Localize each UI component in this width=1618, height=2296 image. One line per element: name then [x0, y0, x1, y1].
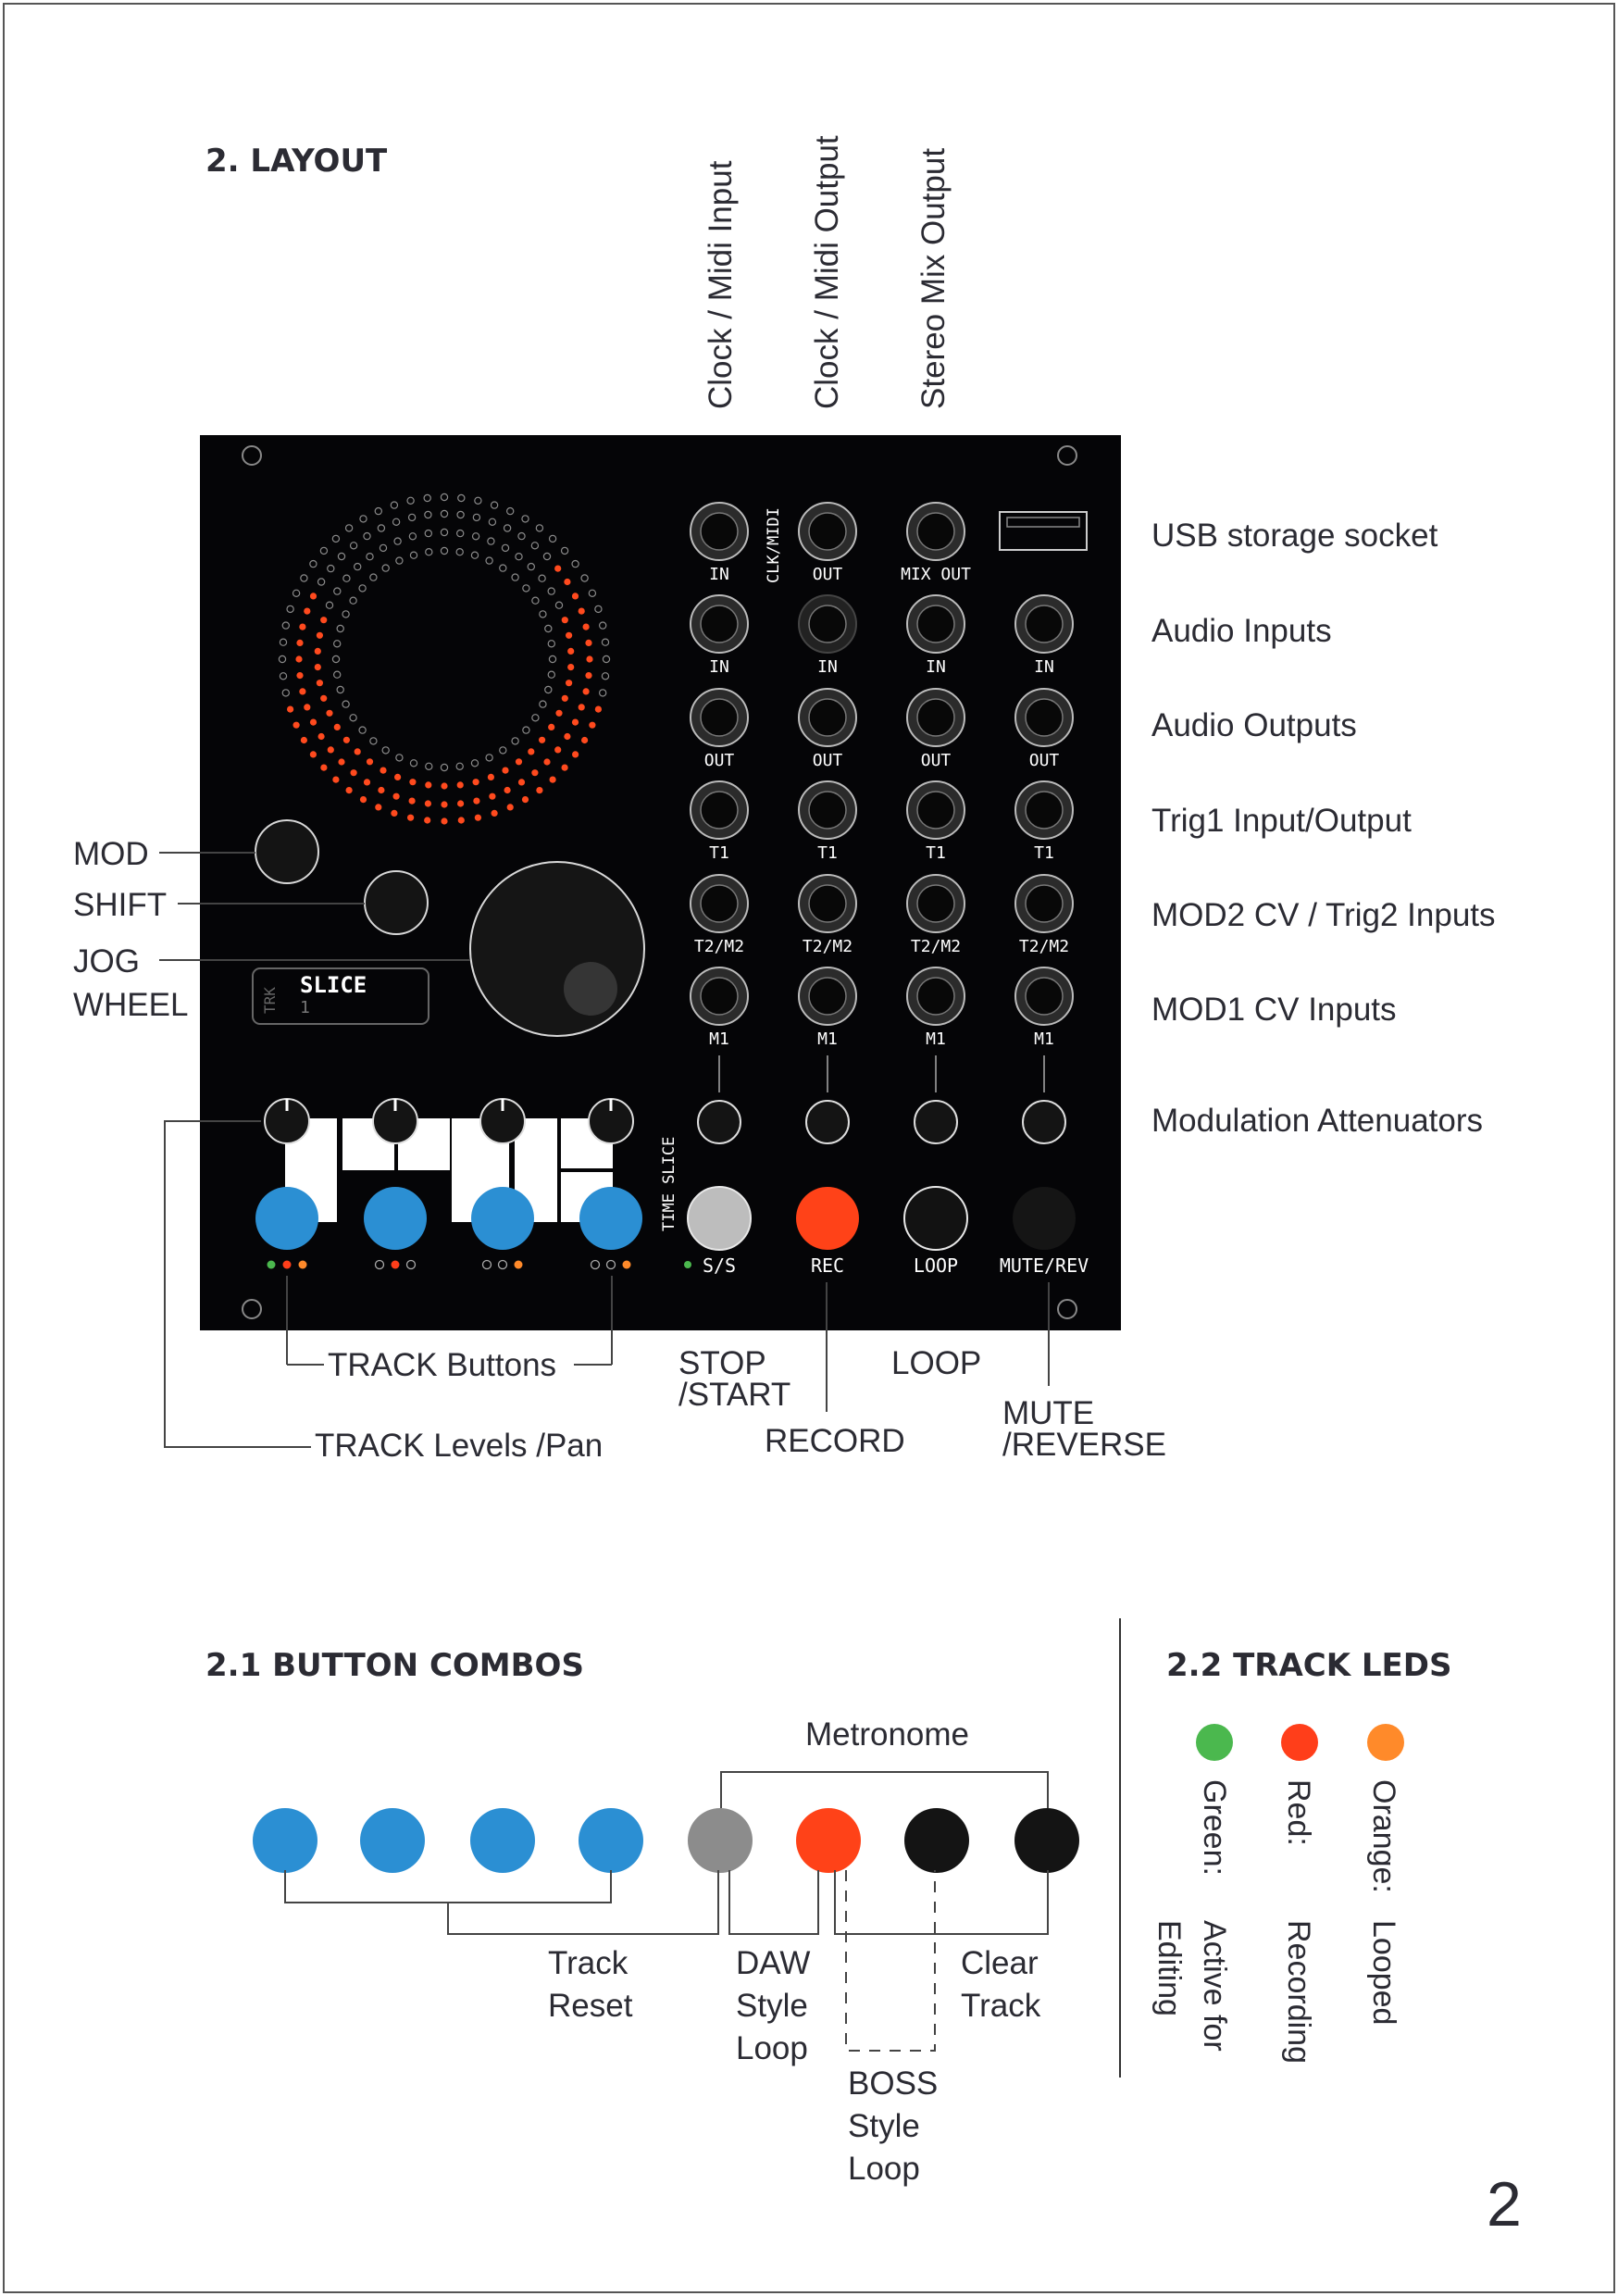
- combo-daw-3: Loop: [736, 2030, 808, 2066]
- green-led-desc: Active for: [1197, 1920, 1232, 2052]
- led-ring-dot: [320, 695, 327, 702]
- led-ring-dot: [287, 706, 293, 713]
- green-led-label: Green:: [1197, 1779, 1232, 1876]
- top-label-clock-midi-output: Clock / Midi Output: [809, 135, 845, 409]
- led-ring-dot: [564, 579, 570, 585]
- combos-title: 2.1 BUTTON COMBOS: [205, 1647, 584, 1684]
- label-audio-inputs: Audio Inputs: [1151, 613, 1332, 649]
- led-ring-dot: [562, 695, 568, 702]
- led-ring-dot: [566, 680, 572, 686]
- green-led: [1196, 1724, 1233, 1761]
- display-value: 1: [300, 998, 310, 1017]
- combo-button-3: [470, 1808, 535, 1873]
- led-ring-dot: [458, 817, 465, 823]
- led-ring-dot: [317, 680, 323, 686]
- display-mode: SLICE: [300, 972, 367, 998]
- led-ring-dot: [554, 566, 561, 572]
- combo-button-8: [1014, 1808, 1079, 1873]
- led-ring-dot: [548, 724, 554, 730]
- track-button-4[interactable]: [579, 1187, 642, 1250]
- track-level-knob-3[interactable]: [480, 1099, 525, 1143]
- led-ring-dot: [326, 710, 332, 717]
- combo-boss-2: Style: [848, 2108, 920, 2144]
- led-ring-dot: [567, 664, 574, 670]
- combos-metronome-label: Metronome: [805, 1716, 970, 1753]
- label-trig1-input-output: Trig1 Input/Output: [1151, 803, 1412, 839]
- top-label-clock-midi-input: Clock / Midi Input: [703, 160, 739, 409]
- led-ring-dot: [475, 815, 481, 821]
- led-ring-dot: [531, 769, 538, 776]
- right-labels: [1151, 518, 1496, 1139]
- led-ring-dot: [554, 746, 561, 753]
- led-ring-dot: [338, 758, 344, 765]
- led-ring-dot: [424, 817, 430, 823]
- track-button-3[interactable]: [471, 1187, 534, 1250]
- led-ring-dot: [583, 688, 590, 694]
- top-label-stereo-mix-output: Stereo Mix Output: [915, 147, 952, 409]
- led-ring-dot: [522, 796, 529, 803]
- mute-rev-button-label: MUTE/REV: [999, 1254, 1089, 1277]
- jack-label: IN: [1034, 657, 1054, 677]
- led-ring-dot: [555, 710, 562, 717]
- orange-led: [1367, 1724, 1404, 1761]
- jack-label: MIX OUT: [901, 565, 971, 584]
- led-ring-dot: [394, 774, 401, 780]
- red-led-label: Red:: [1281, 1779, 1316, 1846]
- led-ring-dot: [492, 810, 498, 817]
- green-led-desc-2: Editing: [1151, 1920, 1187, 2016]
- display-side-label: TRK: [261, 987, 279, 1014]
- track-level-knob-4[interactable]: [589, 1099, 633, 1143]
- led-ring-dot: [360, 796, 367, 803]
- led-ring-dot: [409, 779, 416, 785]
- led-ring-dot: [296, 672, 303, 679]
- led-ring-dot: [391, 810, 397, 817]
- jack-label: T2/M2: [693, 937, 745, 956]
- led-ring-dot: [581, 737, 588, 743]
- track-led: [268, 1261, 276, 1269]
- jack-label: T2/M2: [910, 937, 962, 956]
- jack-label: OUT: [812, 565, 843, 584]
- led-ring-dot: [295, 655, 302, 662]
- label-start: /START: [678, 1377, 791, 1413]
- led-ring-dot: [310, 751, 317, 757]
- red-led: [1281, 1724, 1318, 1761]
- label-track-buttons: TRACK Buttons: [328, 1347, 557, 1383]
- jack-label: IN: [709, 657, 729, 677]
- led-ring-dot: [528, 748, 534, 755]
- track-level-knob-2[interactable]: [373, 1099, 417, 1143]
- led-ring-dot: [441, 801, 447, 807]
- label-wheel: WHEEL: [73, 987, 189, 1023]
- led-ring-dot: [393, 793, 400, 800]
- led-ring-dot: [296, 640, 303, 646]
- led-ring-dot: [346, 787, 353, 793]
- combo-button-7: [904, 1808, 969, 1873]
- led-ring-dot: [457, 800, 464, 806]
- combo-clear-1: Clear: [961, 1945, 1039, 1981]
- led-ring-dot: [425, 781, 431, 788]
- led-ring-dot: [507, 804, 514, 810]
- led-ring-dot: [564, 733, 570, 740]
- label-shift: SHIFT: [73, 887, 168, 923]
- led-ring-dot: [536, 787, 542, 793]
- led-ring-dot: [310, 719, 317, 726]
- clk-midi-label: CLK/MIDI: [765, 507, 783, 583]
- jack-label: OUT: [920, 751, 952, 770]
- led-ring-dot: [562, 765, 568, 771]
- label-stop: STOP: [678, 1345, 766, 1381]
- led-ring-dot: [334, 724, 341, 730]
- led-ring-dot: [367, 758, 373, 765]
- combo-button-4: [579, 1808, 643, 1873]
- led-ring-dot: [315, 664, 321, 670]
- mute-rev-button[interactable]: [1013, 1187, 1076, 1250]
- combo-boss-3: Loop: [848, 2151, 920, 2187]
- led-legend: [1151, 1724, 1404, 2064]
- led-ring-dot: [488, 774, 494, 780]
- track-led: [392, 1261, 400, 1269]
- combo-button-1: [253, 1808, 317, 1873]
- led-ring-dot: [472, 779, 479, 785]
- jack-label: T2/M2: [802, 937, 853, 956]
- led-ring-dot: [304, 704, 310, 710]
- jack-label: T2/M2: [1018, 937, 1070, 956]
- combo-track-reset-2: Reset: [548, 1988, 633, 2024]
- jack-label: IN: [817, 657, 838, 677]
- jack-5-1[interactable]: [691, 875, 748, 956]
- led-ring-dot: [550, 777, 556, 783]
- jack-label: OUT: [703, 751, 735, 770]
- leds-title: 2.2 TRACK LEDS: [1166, 1647, 1452, 1684]
- label-audio-outputs: Audio Outputs: [1151, 707, 1357, 743]
- led-ring-dot: [301, 737, 307, 743]
- led-ring-dot: [567, 648, 574, 655]
- led-ring-dot: [516, 758, 522, 765]
- led-ring-dot: [318, 733, 325, 740]
- led-ring-dot: [595, 706, 602, 713]
- led-ring-dot: [583, 624, 590, 630]
- led-ring-dot: [489, 793, 495, 800]
- record-button[interactable]: [796, 1187, 859, 1250]
- combo-clear-2: Track: [961, 1988, 1041, 2024]
- led-ring-dot: [375, 804, 381, 810]
- orange-led-label: Orange:: [1366, 1779, 1401, 1893]
- label-mod1-cv-inputs: MOD1 CV Inputs: [1151, 992, 1397, 1028]
- led-ring-dot: [566, 632, 572, 639]
- ss-button-label: S/S: [702, 1254, 737, 1277]
- combo-button-5: [688, 1808, 753, 1873]
- led-ring-dot: [504, 787, 511, 793]
- led-ring-dot: [539, 737, 545, 743]
- track-button-2[interactable]: [364, 1187, 427, 1250]
- jack-label: M1: [1034, 1029, 1054, 1049]
- shift-button[interactable]: [365, 871, 428, 934]
- led-ring-dot: [585, 640, 591, 646]
- loop-button[interactable]: [904, 1187, 967, 1250]
- stop-start-button[interactable]: [688, 1187, 751, 1250]
- label-reverse: /REVERSE: [1002, 1427, 1166, 1463]
- combo-daw-1: DAW: [736, 1945, 811, 1981]
- led-ring-dot: [310, 593, 317, 599]
- label-usb-storage-socket: USB storage socket: [1151, 518, 1438, 554]
- jack-label: IN: [709, 565, 729, 584]
- led-ring-dot: [293, 722, 300, 729]
- led-ring-dot: [378, 787, 384, 793]
- led-ring-dot: [320, 765, 327, 771]
- led-ring-dot: [572, 751, 579, 757]
- led-ring-dot: [407, 815, 414, 821]
- led-ring-dot: [572, 593, 579, 599]
- led-ring-dot: [355, 748, 361, 755]
- jack-label: T1: [817, 843, 838, 863]
- label-mute: MUTE: [1002, 1395, 1095, 1431]
- combo-track-reset-1: Track: [548, 1945, 629, 1981]
- jack-label: T1: [709, 843, 729, 863]
- led-ring-dot: [441, 782, 447, 789]
- jack-label: M1: [926, 1029, 946, 1049]
- mod-button[interactable]: [255, 820, 318, 883]
- led-ring-dot: [299, 688, 305, 694]
- led-ring-dot: [409, 798, 416, 805]
- label-mod: MOD: [73, 836, 149, 872]
- led-ring-dot: [299, 624, 305, 630]
- combo-boss-1: BOSS: [848, 2065, 939, 2102]
- combo-button-6: [796, 1808, 861, 1873]
- jack-label: M1: [709, 1029, 729, 1049]
- led-ring-dot: [328, 746, 334, 753]
- jog-wheel[interactable]: [470, 862, 644, 1036]
- led-ring-dot: [572, 719, 579, 726]
- led-ring-dot: [457, 781, 464, 788]
- led-ring-dot: [543, 758, 550, 765]
- label-loop: LOOP: [891, 1345, 982, 1381]
- jack-label: IN: [926, 657, 946, 677]
- page-number: 2: [1487, 2169, 1522, 2240]
- led-ring-dot: [320, 617, 327, 623]
- jack-5-2[interactable]: [799, 875, 856, 956]
- rec-button-label: REC: [810, 1254, 845, 1277]
- led-ring-dot: [351, 769, 357, 776]
- jack-label: OUT: [812, 751, 843, 770]
- combo-daw-2: Style: [736, 1988, 808, 2024]
- label-track-levels: TRACK Levels /Pan: [315, 1428, 604, 1464]
- jack-5-3[interactable]: [907, 875, 965, 956]
- led-ring-dot: [380, 767, 386, 774]
- led-ring-dot: [315, 648, 321, 655]
- led-ring-dot: [518, 779, 525, 785]
- led-ring-dot: [589, 722, 595, 729]
- jack-label: M1: [817, 1029, 838, 1049]
- led-ring-dot: [586, 655, 592, 662]
- led-ring-dot: [579, 704, 585, 710]
- track-led: [299, 1261, 307, 1269]
- label-jog: JOG: [73, 943, 140, 980]
- track-led: [515, 1261, 523, 1269]
- led-ring-dot: [343, 737, 350, 743]
- label-modulation-attenuators: Modulation Attenuators: [1151, 1103, 1484, 1139]
- jack-5-4[interactable]: [1015, 875, 1073, 956]
- time-slice-label: TIME SLICE: [660, 1136, 678, 1231]
- jack-label: T1: [926, 843, 946, 863]
- track-led: [283, 1261, 292, 1269]
- jack-label: OUT: [1028, 751, 1060, 770]
- led-ring-dot: [332, 777, 339, 783]
- led-ring-dot: [304, 608, 310, 615]
- led-ring-dot: [473, 798, 479, 805]
- jack-label: T1: [1034, 843, 1054, 863]
- led-ring-dot: [364, 779, 370, 785]
- led-ring-dot: [579, 608, 585, 615]
- combo-buttons: [253, 1808, 1079, 1873]
- oled-display: [253, 968, 429, 1024]
- red-led-desc: Recording: [1281, 1920, 1316, 2064]
- led-ring-dot: [425, 800, 431, 806]
- label-record: RECORD: [765, 1423, 905, 1459]
- led-ring-dot: [585, 672, 591, 679]
- track-button-1[interactable]: [255, 1187, 318, 1250]
- led-ring-dot: [502, 767, 508, 774]
- ss-led: [684, 1261, 691, 1268]
- track-level-knob-1[interactable]: [265, 1099, 309, 1143]
- led-ring-dot: [317, 632, 323, 639]
- layout-title: 2. LAYOUT: [205, 143, 388, 180]
- track-led: [623, 1261, 631, 1269]
- led-ring-dot: [441, 817, 447, 824]
- orange-led-desc: Looped: [1366, 1920, 1401, 2026]
- led-ring-dot: [562, 617, 568, 623]
- label-mod2-cv-trig2-inputs: MOD2 CV / Trig2 Inputs: [1151, 897, 1496, 933]
- combo-button-2: [360, 1808, 425, 1873]
- loop-button-label: LOOP: [913, 1254, 959, 1277]
